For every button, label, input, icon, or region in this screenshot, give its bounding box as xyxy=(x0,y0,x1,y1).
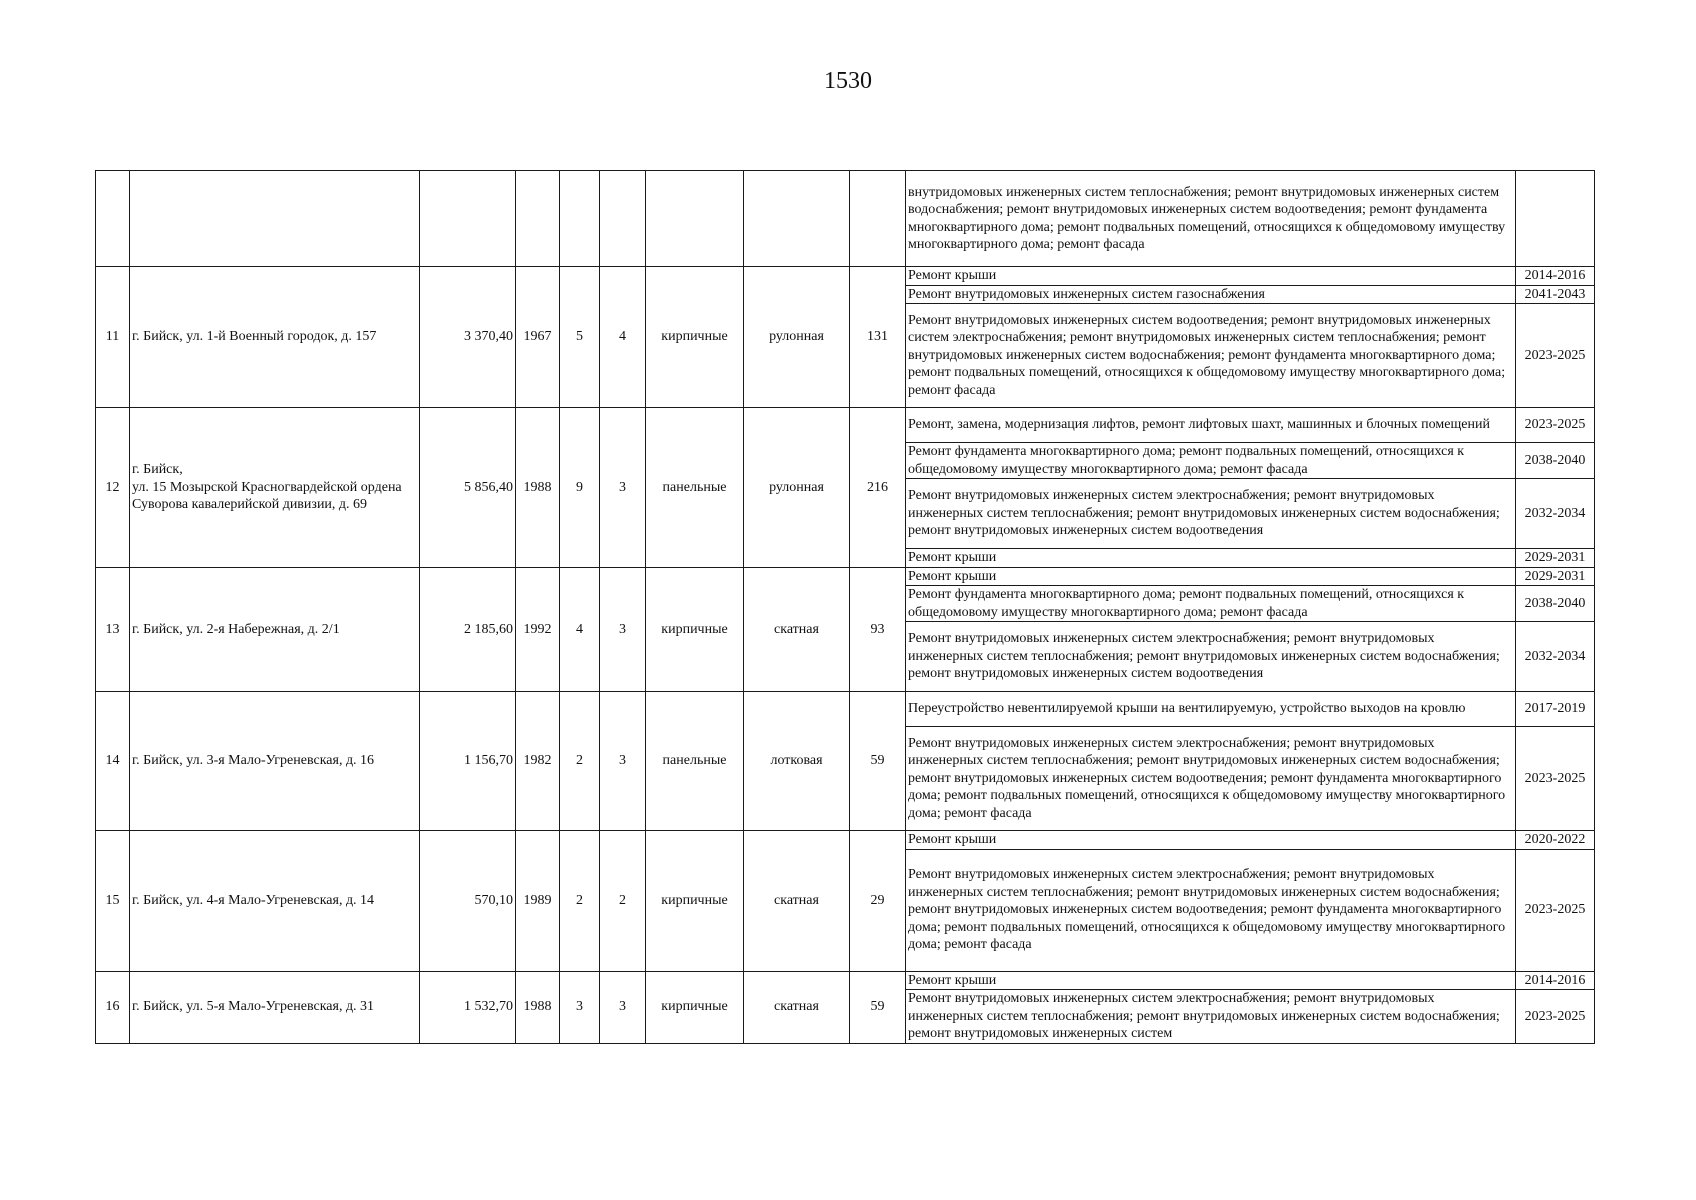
roof-type: скатная xyxy=(744,567,850,692)
work-period: 2023-2025 xyxy=(1516,727,1595,831)
wall-material: кирпичные xyxy=(646,267,744,408)
work-period xyxy=(1516,171,1595,267)
work-period: 2014-2016 xyxy=(1516,267,1595,286)
row-number: 16 xyxy=(96,971,130,1043)
building-area: 5 856,40 xyxy=(420,408,516,568)
wall-material: панельные xyxy=(646,408,744,568)
row-number: 15 xyxy=(96,831,130,972)
work-description: Ремонт крыши xyxy=(906,549,1516,568)
work-period: 2029-2031 xyxy=(1516,549,1595,568)
work-description: Ремонт внутридомовых инженерных систем электроснабжения; ремонт внутридомовых инженерных систем теплоснабжения; ремонт внутридомовых инженерных систем водоснабжения; ремонт внутридомовых инженерных систем водоотведения; ремонт фундамента многоквартирного дома; ремонт подвальных помещений, относящихся к общедомовому имуществу многоквартирного дома; ремонт фасада xyxy=(906,727,1516,831)
work-description: Ремонт крыши xyxy=(906,567,1516,586)
entrance-count: 3 xyxy=(600,971,646,1043)
capital-repair-table xyxy=(95,170,1595,1044)
floor-count: 2 xyxy=(560,831,600,972)
row-number: 14 xyxy=(96,692,130,831)
work-description: Ремонт внутридомовых инженерных систем электроснабжения; ремонт внутридомовых инженерных систем теплоснабжения; ремонт внутридомовых инженерных систем водоснабжения; ремонт внутридомовых инженерных систем водоотведения; ремонт фундамента многоквартирного дома; ремонт подвальных помещений, относящихся к общедомовому имуществу многоквартирного дома; ремонт фасада xyxy=(906,849,1516,971)
build-year: 1992 xyxy=(516,567,560,692)
entrance-count: 3 xyxy=(600,567,646,692)
work-description: Ремонт крыши xyxy=(906,267,1516,286)
resident-count: 93 xyxy=(850,567,906,692)
resident-count: 216 xyxy=(850,408,906,568)
wall-material: кирпичные xyxy=(646,567,744,692)
build-year: 1988 xyxy=(516,408,560,568)
resident-count: 29 xyxy=(850,831,906,972)
table-row xyxy=(96,408,1595,443)
empty-cell xyxy=(420,171,516,267)
work-period: 2023-2025 xyxy=(1516,990,1595,1044)
work-period: 2038-2040 xyxy=(1516,586,1595,622)
row-number: 12 xyxy=(96,408,130,568)
table-row xyxy=(96,692,1595,727)
resident-count: 59 xyxy=(850,692,906,831)
building-area: 1 156,70 xyxy=(420,692,516,831)
work-period: 2041-2043 xyxy=(1516,285,1595,304)
empty-cell xyxy=(516,171,560,267)
work-description: Ремонт внутридомовых инженерных систем водоотведения; ремонт внутридомовых инженерных систем электроснабжения; ремонт внутридомовых инженерных систем теплоснабжения; ремонт внутридомовых инженерных систем водоснабжения; ремонт фундамента многоквартирного дома; ремонт подвальных помещений, относящихся к общедомовому имуществу многоквартирного дома; ремонт фасада xyxy=(906,304,1516,408)
work-period: 2023-2025 xyxy=(1516,408,1595,443)
empty-cell xyxy=(646,171,744,267)
empty-cell xyxy=(744,171,850,267)
build-year: 1988 xyxy=(516,971,560,1043)
work-description: Ремонт внутридомовых инженерных систем электроснабжения; ремонт внутридомовых инженерных систем теплоснабжения; ремонт внутридомовых инженерных систем водоснабжения; ремонт внутридомовых инженерных систем xyxy=(906,990,1516,1044)
work-period: 2032-2034 xyxy=(1516,622,1595,692)
roof-type: скатная xyxy=(744,831,850,972)
resident-count: 131 xyxy=(850,267,906,408)
work-description: Ремонт внутридомовых инженерных систем электроснабжения; ремонт внутридомовых инженерных систем теплоснабжения; ремонт внутридомовых инженерных систем водоснабжения; ремонт внутридомовых инженерных систем водоотведения xyxy=(906,479,1516,549)
work-description: Ремонт фундамента многоквартирного дома; ремонт подвальных помещений, относящихся к общедомовому имуществу многоквартирного дома; ремонт фасада xyxy=(906,586,1516,622)
building-address: г. Бийск, ул. 4-я Мало-Угреневская, д. 14 xyxy=(130,831,420,972)
building-area: 2 185,60 xyxy=(420,567,516,692)
table-row xyxy=(96,267,1595,286)
row-number: 13 xyxy=(96,567,130,692)
table-row-continuation xyxy=(96,171,1595,267)
table-row xyxy=(96,567,1595,586)
building-area: 3 370,40 xyxy=(420,267,516,408)
floor-count: 5 xyxy=(560,267,600,408)
building-area: 570,10 xyxy=(420,831,516,972)
roof-type: рулонная xyxy=(744,408,850,568)
build-year: 1989 xyxy=(516,831,560,972)
work-period: 2023-2025 xyxy=(1516,849,1595,971)
work-description: Ремонт крыши xyxy=(906,831,1516,850)
table-row xyxy=(96,971,1595,990)
work-description: внутридомовых инженерных систем теплоснабжения; ремонт внутридомовых инженерных систем водоснабжения; ремонт внутридомовых инженерных систем водоотведения; ремонт фундамента многоквартирного дома; ремонт подвальных помещений, относящихся к общедомовому имуществу многоквартирного дома; ремонт фасада xyxy=(906,171,1516,267)
wall-material: кирпичные xyxy=(646,971,744,1043)
work-period: 2032-2034 xyxy=(1516,479,1595,549)
work-description: Ремонт внутридомовых инженерных систем газоснабжения xyxy=(906,285,1516,304)
table-row xyxy=(96,831,1595,850)
building-address: г. Бийск, ул. 15 Мозырской Красногвардейской ордена Суворова кавалерийской дивизии, д. 69 xyxy=(130,408,420,568)
work-period: 2020-2022 xyxy=(1516,831,1595,850)
entrance-count: 3 xyxy=(600,408,646,568)
empty-cell xyxy=(130,171,420,267)
entrance-count: 4 xyxy=(600,267,646,408)
page-number: 1530 xyxy=(824,68,872,94)
floor-count: 2 xyxy=(560,692,600,831)
build-year: 1967 xyxy=(516,267,560,408)
floor-count: 4 xyxy=(560,567,600,692)
roof-type: лотковая xyxy=(744,692,850,831)
building-address: г. Бийск, ул. 3-я Мало-Угреневская, д. 16 xyxy=(130,692,420,831)
row-number: 11 xyxy=(96,267,130,408)
table-body xyxy=(96,171,1595,1044)
entrance-count: 2 xyxy=(600,831,646,972)
work-description: Ремонт внутридомовых инженерных систем электроснабжения; ремонт внутридомовых инженерных систем теплоснабжения; ремонт внутридомовых инженерных систем водоснабжения; ремонт внутридомовых инженерных систем водоотведения xyxy=(906,622,1516,692)
work-description: Ремонт фундамента многоквартирного дома; ремонт подвальных помещений, относящихся к общедомовому имуществу многоквартирного дома; ремонт фасада xyxy=(906,443,1516,479)
floor-count: 9 xyxy=(560,408,600,568)
building-address: г. Бийск, ул. 5-я Мало-Угреневская, д. 31 xyxy=(130,971,420,1043)
floor-count: 3 xyxy=(560,971,600,1043)
work-period: 2029-2031 xyxy=(1516,567,1595,586)
work-period: 2038-2040 xyxy=(1516,443,1595,479)
work-description: Ремонт, замена, модернизация лифтов, ремонт лифтовых шахт, машинных и блочных помещений xyxy=(906,408,1516,443)
empty-cell xyxy=(560,171,600,267)
roof-type: скатная xyxy=(744,971,850,1043)
work-period: 2017-2019 xyxy=(1516,692,1595,727)
empty-cell xyxy=(600,171,646,267)
resident-count: 59 xyxy=(850,971,906,1043)
work-description: Переустройство невентилируемой крыши на вентилируемую, устройство выходов на кровлю xyxy=(906,692,1516,727)
empty-cell xyxy=(96,171,130,267)
roof-type: рулонная xyxy=(744,267,850,408)
build-year: 1982 xyxy=(516,692,560,831)
building-address: г. Бийск, ул. 2-я Набережная, д. 2/1 xyxy=(130,567,420,692)
building-area: 1 532,70 xyxy=(420,971,516,1043)
wall-material: панельные xyxy=(646,692,744,831)
empty-cell xyxy=(850,171,906,267)
building-address: г. Бийск, ул. 1-й Военный городок, д. 157 xyxy=(130,267,420,408)
wall-material: кирпичные xyxy=(646,831,744,972)
work-period: 2023-2025 xyxy=(1516,304,1595,408)
entrance-count: 3 xyxy=(600,692,646,831)
work-description: Ремонт крыши xyxy=(906,971,1516,990)
work-period: 2014-2016 xyxy=(1516,971,1595,990)
